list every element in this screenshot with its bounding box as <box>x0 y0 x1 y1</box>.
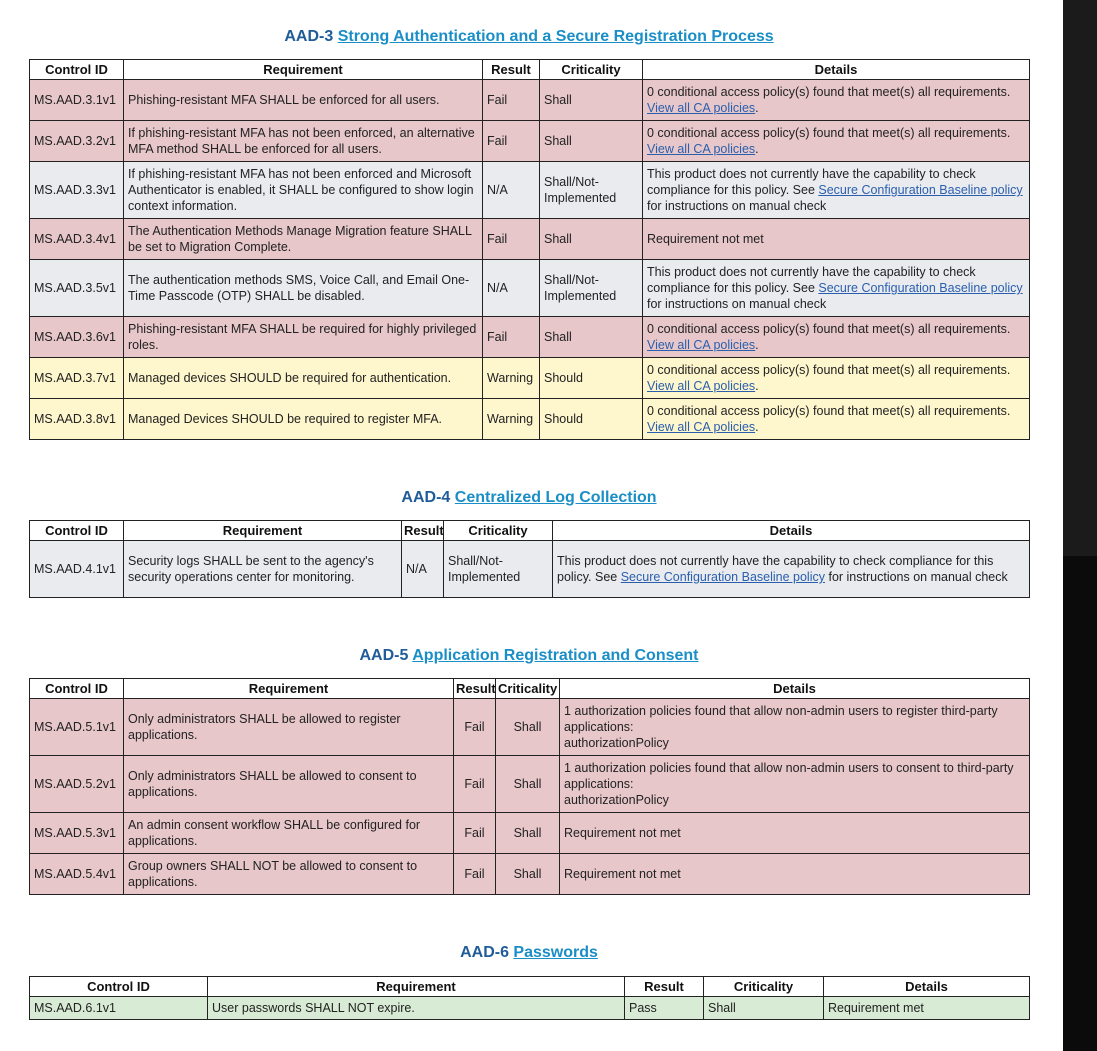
control-id: MS.AAD.3.8v1 <box>30 399 124 440</box>
ca-policies-link[interactable]: View all CA policies <box>647 420 756 434</box>
header-requirement: Requirement <box>124 679 454 699</box>
table-row <box>30 80 1030 121</box>
requirement: The Authentication Methods Manage Migration feature SHALL be set to Migration Complete. <box>124 219 483 260</box>
result: Fail <box>454 699 496 756</box>
section-prefix: AAD-4 <box>401 489 451 506</box>
details: Requirement not met <box>560 854 1030 895</box>
ca-policies-link[interactable]: View all CA policies <box>647 101 756 115</box>
requirement: Only administrators SHALL be allowed to consent to applications. <box>124 756 454 813</box>
section-link-aad4[interactable]: Centralized Log Collection <box>454 489 657 506</box>
criticality: Shall <box>496 699 560 756</box>
table-row <box>30 997 1030 1020</box>
control-id: MS.AAD.3.3v1 <box>30 162 124 219</box>
header-details: Details <box>643 60 1030 80</box>
details: Requirement not met <box>560 813 1030 854</box>
table-row <box>30 121 1030 162</box>
details: 0 conditional access policy(s) found that meet(s) all requirements. View all CA policies. <box>643 317 1030 358</box>
control-id: MS.AAD.3.1v1 <box>30 80 124 121</box>
header-control-id: Control ID <box>30 521 124 541</box>
details: This product does not currently have the capability to check compliance for this policy. See Secure Configuration Baseline policy for instructions on manual check <box>643 260 1030 317</box>
requirement: Only administrators SHALL be allowed to register applications. <box>124 699 454 756</box>
header-requirement: Requirement <box>124 60 483 80</box>
result: Fail <box>483 317 540 358</box>
header-criticality: Criticality <box>704 977 824 997</box>
criticality: Should <box>540 358 643 399</box>
result: Fail <box>454 813 496 854</box>
criticality: Shall <box>704 997 824 1020</box>
baseline-policy-link[interactable]: Secure Configuration Baseline policy <box>818 281 1023 295</box>
criticality: Shall <box>540 121 643 162</box>
header-requirement: Requirement <box>124 521 402 541</box>
details: 1 authorization policies found that allow non-admin users to register third-party applications: authorizationPolicy <box>560 699 1030 756</box>
table-row <box>30 162 1030 219</box>
requirement: An admin consent workflow SHALL be configured for applications. <box>124 813 454 854</box>
requirement: If phishing-resistant MFA has not been enforced, an alternative MFA method SHALL be enforced for all users. <box>124 121 483 162</box>
header-control-id: Control ID <box>30 60 124 80</box>
table-row <box>30 260 1030 317</box>
result: Fail <box>483 219 540 260</box>
section-prefix: AAD-6 <box>460 944 509 961</box>
section-prefix: AAD-5 <box>359 647 409 664</box>
table-row <box>30 317 1030 358</box>
criticality: Shall <box>496 756 560 813</box>
criticality: Shall <box>540 219 643 260</box>
section-title-aad6 <box>0 944 1058 962</box>
result: Pass <box>625 997 704 1020</box>
header-result: Result <box>483 60 540 80</box>
control-id: MS.AAD.3.5v1 <box>30 260 124 317</box>
requirement: Managed devices SHOULD be required for authentication. <box>124 358 483 399</box>
ca-policies-link[interactable]: View all CA policies <box>647 379 756 393</box>
control-id: MS.AAD.5.2v1 <box>30 756 124 813</box>
table-row <box>30 219 1030 260</box>
table-row <box>30 813 1030 854</box>
requirement: Phishing-resistant MFA SHALL be enforced for all users. <box>124 80 483 121</box>
result: Warning <box>483 358 540 399</box>
scrollbar-thumb[interactable] <box>1063 0 1097 556</box>
baseline-policy-link[interactable]: Secure Configuration Baseline policy <box>818 183 1023 197</box>
section-title-aad4 <box>0 489 1058 507</box>
control-id: MS.AAD.6.1v1 <box>30 997 208 1020</box>
table-header-row <box>30 977 1030 997</box>
result: Fail <box>483 80 540 121</box>
control-id: MS.AAD.3.4v1 <box>30 219 124 260</box>
header-control-id: Control ID <box>30 977 208 997</box>
requirement: Phishing-resistant MFA SHALL be required for highly privileged roles. <box>124 317 483 358</box>
result: N/A <box>483 162 540 219</box>
control-id: MS.AAD.4.1v1 <box>30 541 124 598</box>
criticality: Shall <box>540 80 643 121</box>
criticality: Shall <box>496 813 560 854</box>
result: N/A <box>483 260 540 317</box>
header-details: Details <box>553 521 1030 541</box>
control-id: MS.AAD.3.6v1 <box>30 317 124 358</box>
header-requirement: Requirement <box>208 977 625 997</box>
ca-policies-link[interactable]: View all CA policies <box>647 338 756 352</box>
details: 0 conditional access policy(s) found that meet(s) all requirements. View all CA policies. <box>643 358 1030 399</box>
table-row <box>30 854 1030 895</box>
header-result: Result <box>625 977 704 997</box>
control-id: MS.AAD.5.1v1 <box>30 699 124 756</box>
details: Requirement not met <box>643 219 1030 260</box>
requirement: User passwords SHALL NOT expire. <box>208 997 625 1020</box>
section-link-aad6[interactable]: Passwords <box>513 944 598 961</box>
controls-table-aad3 <box>29 59 1030 440</box>
header-result: Result <box>402 521 444 541</box>
details: This product does not currently have the capability to check compliance for this policy. See Secure Configuration Baseline policy for instructions on manual check <box>553 541 1030 598</box>
header-control-id: Control ID <box>30 679 124 699</box>
header-details: Details <box>560 679 1030 699</box>
baseline-policy-link[interactable]: Secure Configuration Baseline policy <box>620 570 825 584</box>
ca-policies-link[interactable]: View all CA policies <box>647 142 756 156</box>
section-link-aad3[interactable]: Strong Authentication and a Secure Registration Process <box>337 28 774 45</box>
details: Requirement met <box>824 997 1030 1020</box>
details: 1 authorization policies found that allow non-admin users to consent to third-party applications: authorizationPolicy <box>560 756 1030 813</box>
result: N/A <box>402 541 444 598</box>
table-row <box>30 756 1030 813</box>
table-header-row <box>30 521 1030 541</box>
criticality: Shall/Not-Implemented <box>540 162 643 219</box>
control-id: MS.AAD.5.3v1 <box>30 813 124 854</box>
criticality: Shall/Not-Implemented <box>540 260 643 317</box>
requirement: If phishing-resistant MFA has not been enforced and Microsoft Authenticator is enabled, it SHALL be configured to show login context information. <box>124 162 483 219</box>
table-header-row <box>30 60 1030 80</box>
section-prefix: AAD-3 <box>284 28 334 45</box>
vertical-scrollbar[interactable] <box>1063 0 1097 1051</box>
requirement: Managed Devices SHOULD be required to register MFA. <box>124 399 483 440</box>
result: Fail <box>454 756 496 813</box>
criticality: Shall <box>496 854 560 895</box>
criticality: Shall/Not-Implemented <box>444 541 553 598</box>
section-title-aad5 <box>0 647 1058 665</box>
result: Fail <box>454 854 496 895</box>
criticality: Shall <box>540 317 643 358</box>
control-id: MS.AAD.3.7v1 <box>30 358 124 399</box>
table-row <box>30 699 1030 756</box>
table-row <box>30 399 1030 440</box>
controls-table-aad5 <box>29 678 1030 895</box>
table-row <box>30 541 1030 598</box>
requirement: Security logs SHALL be sent to the agency's security operations center for monitoring. <box>124 541 402 598</box>
criticality: Should <box>540 399 643 440</box>
table-row <box>30 358 1030 399</box>
controls-table-aad6 <box>29 976 1030 1020</box>
header-criticality: Criticality <box>540 60 643 80</box>
details: 0 conditional access policy(s) found that meet(s) all requirements. View all CA policies. <box>643 80 1030 121</box>
section-title-aad3 <box>0 28 1058 46</box>
control-id: MS.AAD.5.4v1 <box>30 854 124 895</box>
details: 0 conditional access policy(s) found that meet(s) all requirements. View all CA policies. <box>643 121 1030 162</box>
header-criticality: Criticality <box>444 521 553 541</box>
requirement: Group owners SHALL NOT be allowed to consent to applications. <box>124 854 454 895</box>
header-details: Details <box>824 977 1030 997</box>
header-criticality: Criticality <box>496 679 560 699</box>
header-result: Result <box>454 679 496 699</box>
result: Warning <box>483 399 540 440</box>
requirement: The authentication methods SMS, Voice Call, and Email One-Time Passcode (OTP) SHALL be disabled. <box>124 260 483 317</box>
details: 0 conditional access policy(s) found that meet(s) all requirements. View all CA policies. <box>643 399 1030 440</box>
details: This product does not currently have the capability to check compliance for this policy. See Secure Configuration Baseline policy for instructions on manual check <box>643 162 1030 219</box>
section-link-aad5[interactable]: Application Registration and Consent <box>412 647 699 664</box>
result: Fail <box>483 121 540 162</box>
control-id: MS.AAD.3.2v1 <box>30 121 124 162</box>
controls-table-aad4 <box>29 520 1030 598</box>
table-header-row <box>30 679 1030 699</box>
